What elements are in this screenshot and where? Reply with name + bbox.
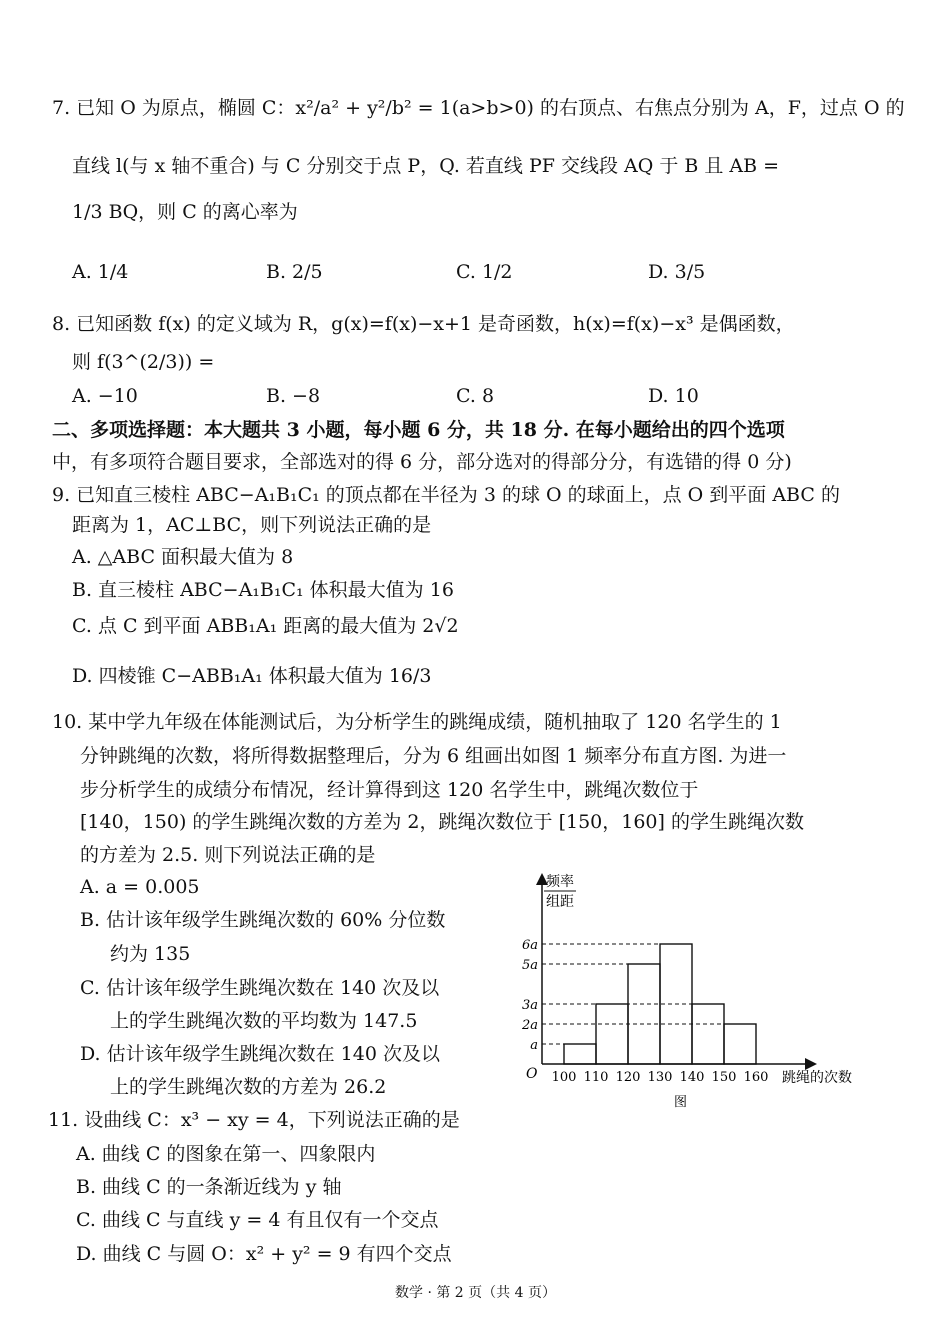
q8-option-d[interactable]: D. 10	[648, 385, 699, 407]
y-tick-label: 6a	[521, 938, 538, 953]
x-tick-label: 130	[647, 1070, 673, 1085]
q7-option-a[interactable]: A. 1/4	[72, 261, 129, 283]
q8-option-a[interactable]: A. −10	[72, 385, 138, 407]
q11-option-d[interactable]: D. 曲线 C 与圆 O：x² + y² = 9 有四个交点	[76, 1243, 452, 1265]
frequency-histogram	[512, 868, 872, 1116]
histogram-bar	[596, 1004, 628, 1064]
y-tick-label: a	[530, 1038, 538, 1053]
y-tick-labels	[521, 938, 538, 1053]
q10-line3: 步分析学生的成绩分布情况，经计算得到这 120 名学生中，跳绳次数位于	[80, 779, 699, 801]
q7-option-b[interactable]: B. 2/5	[266, 261, 323, 283]
y-axis-label-bottom: 组距	[546, 894, 574, 910]
x-tick-label: 110	[583, 1070, 609, 1085]
x-tick-label: 150	[711, 1070, 737, 1085]
q10-option-b-cont: 约为 135	[110, 943, 191, 965]
q7-line1: 7. 已知 O 为原点，椭圆 C：x²/a² + y²/b² = 1(a>b>0) 的右顶点、右焦点分别为 A，F，过点 O 的	[52, 97, 905, 119]
chart-caption: 图	[674, 1095, 688, 1110]
q8-line1: 8. 已知函数 f(x) 的定义域为 R，g(x)=f(x)−x+1 是奇函数，h(x)=f(x)−x³ 是偶函数，	[52, 313, 795, 335]
dashed-guide-lines	[542, 944, 724, 1044]
x-tick-labels	[552, 1070, 769, 1085]
q10-line2: 分钟跳绳的次数，将所得数据整理后，分为 6 组画出如图 1 频率分布直方图. 为进一	[80, 745, 787, 767]
q8-option-b[interactable]: B. −8	[266, 385, 321, 407]
q9-option-a[interactable]: A. △ABC 面积最大值为 8	[72, 546, 294, 568]
x-tick-label: 120	[615, 1070, 641, 1085]
q10-option-d-cont: 上的学生跳绳次数的方差为 26.2	[110, 1076, 387, 1098]
q10-option-c[interactable]: C. 估计该年级学生跳绳次数在 140 次及以	[80, 977, 440, 999]
q7-line3: 1/3 BQ，则 C 的离心率为	[72, 201, 298, 223]
histogram-bar	[564, 1044, 596, 1064]
origin-label: O	[526, 1066, 538, 1082]
q11-option-a[interactable]: A. 曲线 C 的图象在第一、四象限内	[76, 1143, 376, 1165]
y-tick-label: 3a	[521, 998, 538, 1013]
q11-line1: 11. 设曲线 C：x³ − xy = 4，下列说法正确的是	[48, 1109, 460, 1131]
histogram-bar	[724, 1024, 756, 1064]
section2-header-line1: 二、多项选择题：本大题共 3 小题，每小题 6 分，共 18 分. 在每小题给出的四个选项	[52, 419, 785, 441]
q8-line2: 则 f(3^(2/3)) =	[72, 351, 215, 373]
y-axis-label-top: 频率	[546, 874, 574, 890]
y-tick-label: 2a	[521, 1018, 538, 1033]
q11-option-b[interactable]: B. 曲线 C 的一条渐近线为 y 轴	[76, 1176, 342, 1198]
x-axis-label: 跳绳的次数	[782, 1070, 852, 1086]
q10-line4: [140，150) 的学生跳绳次数的方差为 2，跳绳次数位于 [150，160] 的学生跳绳次数	[80, 811, 804, 833]
q7-option-c[interactable]: C. 1/2	[456, 261, 513, 283]
page-footer: 数学 · 第 2 页（共 4 页）	[395, 1285, 556, 1301]
q10-option-b[interactable]: B. 估计该年级学生跳绳次数的 60% 分位数	[80, 909, 446, 931]
q9-line2: 距离为 1，AC⊥BC，则下列说法正确的是	[72, 514, 432, 536]
q9-option-b[interactable]: B. 直三棱柱 ABC−A₁B₁C₁ 体积最大值为 16	[72, 579, 454, 601]
q10-line1: 10. 某中学九年级在体能测试后，为分析学生的跳绳成绩，随机抽取了 120 名学生的 1	[52, 711, 782, 733]
histogram-bar	[692, 1004, 724, 1064]
q10-option-a[interactable]: A. a = 0.005	[80, 876, 200, 898]
q10-line5: 的方差为 2.5. 则下列说法正确的是	[80, 844, 376, 866]
section2-header-line2: 中，有多项符合题目要求，全部选对的得 6 分，部分选对的得部分分，有选错的得 0 分)	[52, 451, 792, 473]
q8-option-c[interactable]: C. 8	[456, 385, 495, 407]
q11-option-c[interactable]: C. 曲线 C 与直线 y = 4 有且仅有一个交点	[76, 1209, 439, 1231]
x-tick-label: 160	[743, 1070, 769, 1085]
q9-line1: 9. 已知直三棱柱 ABC−A₁B₁C₁ 的顶点都在半径为 3 的球 O 的球面上，点 O 到平面 ABC 的	[52, 484, 840, 506]
x-tick-label: 100	[551, 1070, 577, 1085]
q9-option-c[interactable]: C. 点 C 到平面 ABB₁A₁ 距离的最大值为 2√2	[72, 615, 459, 637]
q10-option-c-cont: 上的学生跳绳次数的平均数为 147.5	[110, 1010, 418, 1032]
y-tick-label: 5a	[521, 958, 538, 973]
q7-option-d[interactable]: D. 3/5	[648, 261, 706, 283]
histogram-bar	[628, 964, 660, 1064]
q9-option-d[interactable]: D. 四棱锥 C−ABB₁A₁ 体积最大值为 16/3	[72, 665, 432, 687]
x-tick-label: 140	[679, 1070, 705, 1085]
q10-option-d[interactable]: D. 估计该年级学生跳绳次数在 140 次及以	[80, 1043, 440, 1065]
q7-line2: 直线 l(与 x 轴不重合) 与 C 分别交于点 P，Q. 若直线 PF 交线段 AQ 于 B 且 AB =	[72, 155, 780, 177]
